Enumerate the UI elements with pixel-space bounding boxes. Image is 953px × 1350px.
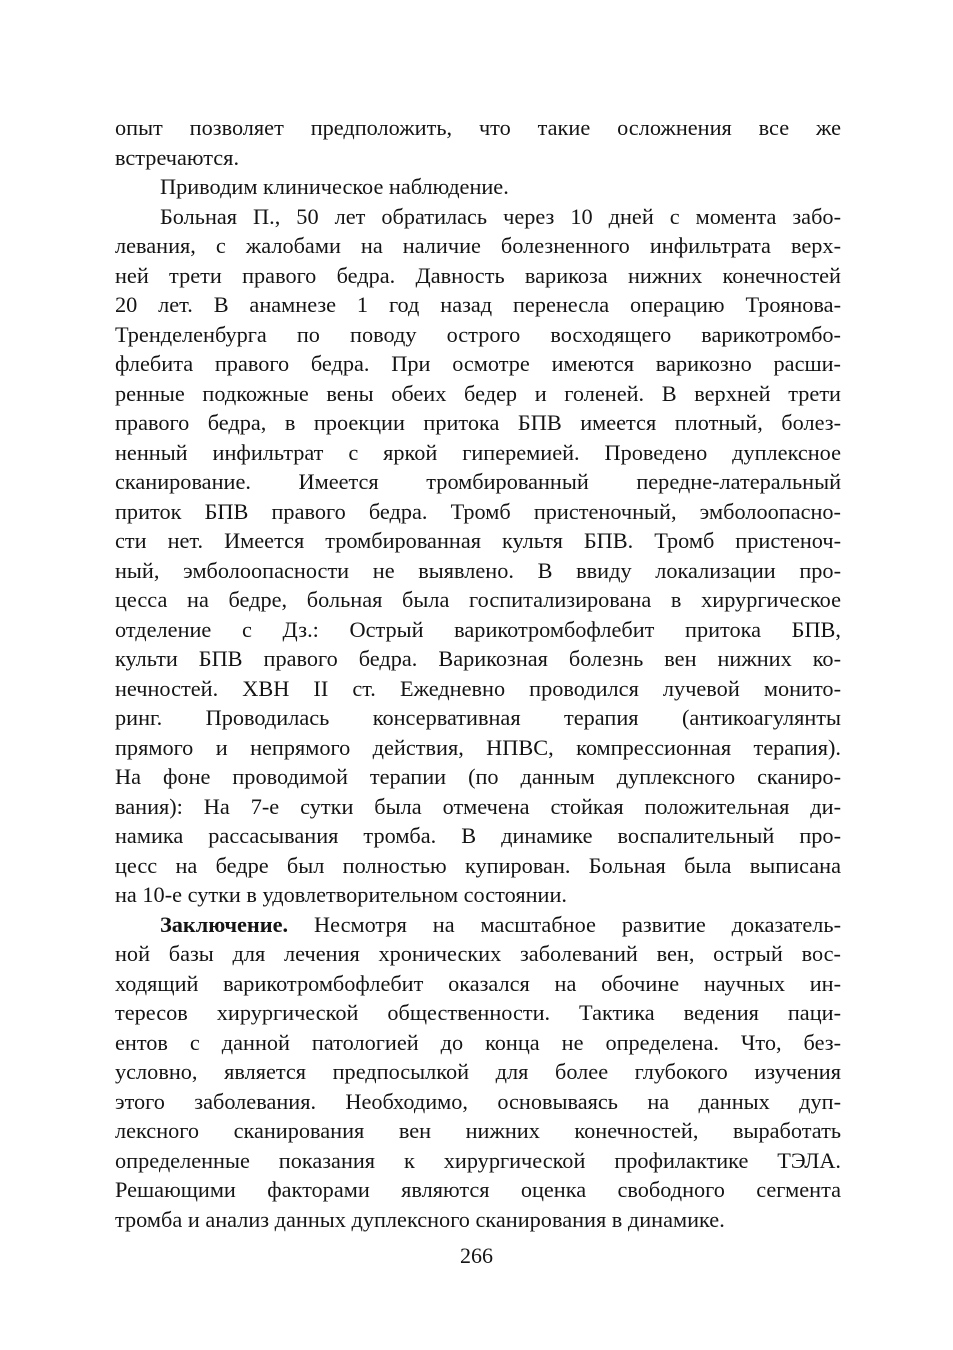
text-line: культи БПВ правого бедра. Варикозная болезнь вен нижних ко- [115,646,841,671]
text-line: ренные подкожные вены обеих бедер и голеней. В верхней трети [115,380,841,406]
text-line: опыт позволяет предположить, что такие осложнения все же [115,115,841,140]
paragraph-case-description [115,202,841,910]
text-line: Тренделенбурга по поводу острого восходящего варикотромбо- [115,321,841,347]
text-line: Приводим клиническое наблюдение. [160,174,509,199]
text-line: условно, является предпосылкой для более глубокого изучения [115,1059,841,1084]
text-line: правого бедра, в проекции притока БПВ имеется плотный, болез- [115,410,841,435]
text-line: сти нет. Имеется тромбированная культя БПВ. Тромб пристеноч- [115,528,841,553]
paragraph-conclusion [115,910,841,1235]
text-line: отделение с Дз.: Острый варикотромбофлебит притока БПВ, [115,616,841,642]
text-line: Больная П., 50 лет обратилась через 10 дней с момента забо- [160,203,841,229]
page-number: 266 [460,1243,493,1268]
conclusion-first-line-text: Несмотря на масштабное развитие доказатель- [288,911,841,937]
conclusion-heading: Заключение. [160,911,289,937]
text-line: ринг. Проводилась консервативная терапия (антикоагулянты [115,705,841,730]
text-line: ной базы для лечения хронических заболеваний вен, острый вос- [115,941,841,966]
text-line: сканирование. Имеется тромбированный передне-латеральный [115,469,841,494]
text-line: цесса на бедре, больная была госпитализирована в хирургическое [115,587,841,612]
text-line: тромба и анализ данных дуплексного сканирования в динамике. [115,1206,725,1232]
text-line: тересов хирургической общественности. Тактика ведения паци- [115,1000,841,1025]
text-line: ненный инфильтрат с яркой гиперемией. Проведено дуплексное [115,439,841,465]
text-line: этого заболевания. Необходимо, основываясь на данных дуп- [115,1088,841,1114]
text-line: нечностей. ХВН II ст. Ежедневно проводился лучевой монито- [115,675,841,701]
text-line: ней трети правого бедра. Давность варикоза нижних конечностей [115,262,841,288]
text-line: лексного сканирования вен нижних конечностей, выработать [115,1118,841,1143]
text-line: ходящий варикотромбофлебит оказался на обочине научных ин- [115,970,841,996]
text-line: определенные показания к хирургической профилактике ТЭЛА. [115,1147,841,1173]
text-line: вания): На 7-е сутки была отмечена стойкая положительная ди- [115,793,841,819]
text-line: ный, эмболоопасности не выявлено. В ввиду локализации про- [115,557,841,583]
text-line: левания, с жалобами на наличие болезненного инфильтрата верх- [115,233,841,258]
page-body [115,113,841,1234]
text-line: флебита правого бедра. При осмотре имеются варикозно расши- [115,351,841,376]
text-line: цесс на бедре был полностью купирован. Больная была выписана [115,852,841,878]
text-line: Решающими факторами являются оценка свободного сегмента [115,1177,841,1202]
text-line: на 10-е сутки в удовлетворительном состоянии. [115,882,567,907]
paragraph-clinical-intro [115,172,841,202]
text-line: прямого и непрямого действия, НПВС, компрессионная терапия). [115,734,841,760]
text-line: На фоне проводимой терапии (по данным дуплексного сканиро- [115,764,841,789]
text-line [115,910,841,940]
text-line: 20 лет. В анамнезе 1 год назад перенесла операцию Троянова- [115,292,841,317]
text-line: приток БПВ правого бедра. Тромб пристеночный, эмболоопасно- [115,498,841,524]
paragraph-intro-continuation [115,113,841,172]
text-line: ентов с данной патологией до конца не определена. Что, без- [115,1029,841,1055]
text-line: встречаются. [115,144,240,170]
text-line: намика рассасывания тромба. В динамике воспалительный про- [115,823,841,848]
